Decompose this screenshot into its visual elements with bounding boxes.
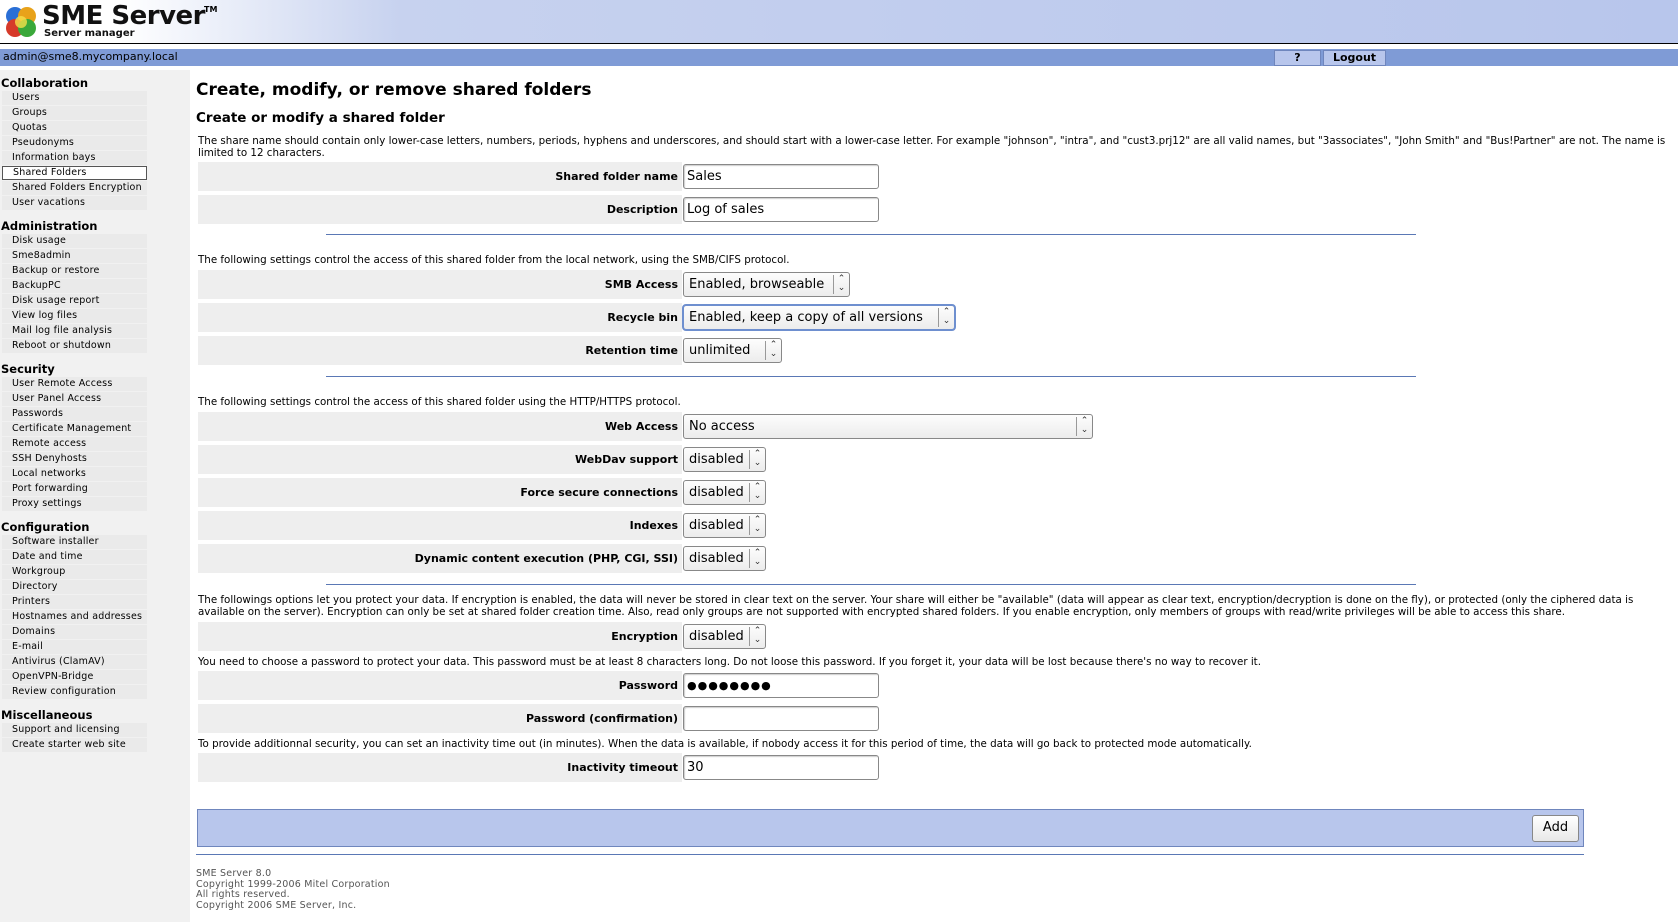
row-smb-access — [198, 270, 1583, 299]
force-secure-select[interactable] — [683, 480, 766, 505]
sidebar-item-user-vacations[interactable]: User vacations — [2, 196, 147, 210]
smb-access-value: Enabled, browseable — [689, 277, 825, 292]
sidebar-item-user-remote-access[interactable]: User Remote Access — [2, 377, 147, 391]
web-access-value: No access — [689, 419, 755, 434]
sidebar-nav — [0, 70, 191, 922]
select-arrows-icon: ⌃ ⌄ — [833, 275, 849, 294]
smb-help: The following settings control the access of this shared folder from the local network, using the SMB/CIFS protocol. — [198, 254, 790, 266]
sidebar-item-certificate-management[interactable]: Certificate Management — [2, 422, 147, 436]
sidebar-item-printers[interactable]: Printers — [2, 595, 147, 609]
footer-copyright-mitel: Copyright 1999-2006 Mitel Corporation — [196, 878, 390, 890]
sidebar-item-port-forwarding[interactable]: Port forwarding — [2, 482, 147, 496]
inactivity-timeout-label: Inactivity timeout — [567, 761, 678, 774]
sidebar-item-disk-usage[interactable]: Disk usage — [2, 234, 147, 248]
retention-time-label: Retention time — [585, 344, 678, 357]
sidebar-item-quotas[interactable]: Quotas — [2, 121, 147, 135]
sidebar-item-ssh-denyhosts[interactable]: SSH Denyhosts — [2, 452, 147, 466]
inactivity-help: To provide additionnal security, you can set an inactivity time out (in minutes). When the data is available, if nobody access it for this period of time, the data will go back to protected mode automatically. — [198, 738, 1252, 750]
select-arrows-icon: ⌃ ⌄ — [1076, 417, 1092, 436]
sidebar-item-openvpn-bridge[interactable]: OpenVPN-Bridge — [2, 670, 147, 684]
dynamic-content-value: disabled — [689, 551, 744, 566]
password-confirmation-label: Password (confirmation) — [526, 712, 678, 725]
action-bar — [197, 809, 1584, 847]
nav-category-security: Security — [1, 362, 55, 376]
sidebar-item-domains[interactable]: Domains — [2, 625, 147, 639]
add-button[interactable]: Add — [1532, 815, 1579, 842]
app-header — [0, 0, 1678, 44]
retention-time-value: unlimited — [689, 343, 751, 358]
webdav-value: disabled — [689, 452, 744, 467]
nav-category-collaboration: Collaboration — [1, 76, 89, 90]
footer-copyright-sme: Copyright 2006 SME Server, Inc. — [196, 899, 357, 911]
encryption-label: Encryption — [611, 630, 678, 643]
sidebar-item-backuppc[interactable]: BackupPC — [2, 279, 147, 293]
description-input[interactable]: Log of sales — [683, 197, 879, 222]
nav-category-configuration: Configuration — [1, 520, 90, 534]
password-input[interactable]: ●●●●●●●● — [683, 673, 879, 698]
sidebar-item-remote-access[interactable]: Remote access — [2, 437, 147, 451]
current-user: admin@sme8.mycompany.local — [3, 50, 178, 63]
select-arrows-icon: ⌃ ⌄ — [749, 516, 765, 535]
row-description — [198, 195, 1583, 224]
indexes-value: disabled — [689, 518, 744, 533]
user-bar — [0, 49, 1678, 66]
dynamic-content-select[interactable] — [683, 546, 766, 571]
nav-category-miscellaneous: Miscellaneous — [1, 708, 93, 722]
app-subtitle: Server manager — [44, 28, 135, 39]
sidebar-item-software-installer[interactable]: Software installer — [2, 535, 147, 549]
row-dynamic-content — [198, 544, 1583, 573]
sidebar-item-directory[interactable]: Directory — [2, 580, 147, 594]
sidebar-item-email[interactable]: E-mail — [2, 640, 147, 654]
row-recycle-bin — [198, 303, 1583, 332]
sme-logo-icon — [3, 4, 39, 40]
row-password — [198, 671, 1583, 700]
sidebar-item-create-starter-web-site[interactable]: Create starter web site — [2, 738, 147, 752]
sidebar-item-shared-folders[interactable]: Shared Folders — [2, 166, 147, 180]
smb-access-label: SMB Access — [604, 278, 678, 291]
recycle-bin-select[interactable] — [683, 305, 955, 330]
sidebar-item-reboot-or-shutdown[interactable]: Reboot or shutdown — [2, 339, 147, 353]
row-indexes — [198, 511, 1583, 540]
shared-folder-name-label: Shared folder name — [555, 170, 678, 183]
section-title: Create or modify a shared folder — [196, 110, 445, 126]
sidebar-item-sme8admin[interactable]: Sme8admin — [2, 249, 147, 263]
footer-divider — [196, 854, 1584, 855]
sidebar-item-users[interactable]: Users — [2, 91, 147, 105]
recycle-bin-label: Recycle bin — [607, 311, 678, 324]
row-web-access — [198, 412, 1583, 441]
select-arrows-icon: ⌃ ⌄ — [749, 483, 765, 502]
retention-time-select[interactable] — [683, 338, 782, 363]
sidebar-item-disk-usage-report[interactable]: Disk usage report — [2, 294, 147, 308]
sidebar-item-workgroup[interactable]: Workgroup — [2, 565, 147, 579]
encryption-select[interactable] — [683, 624, 766, 649]
password-help: You need to choose a password to protect your data. This password must be at least 8 characters long. Do not loose this password. If you forget it, your data will be lost because there's no way to recover it. — [198, 656, 1261, 668]
share-name-help: The share name should contain only lower-case letters, numbers, periods, hyphens and underscores, and should start with a lower-case letter. For example "johnson", "intra", and "cust3.prj12" are all valid names, but "3associates", "John Smith" and "Bus!Partner" are not. The name is limited to 12 characters. — [198, 135, 1666, 159]
sidebar-item-information-bays[interactable]: Information bays — [2, 151, 147, 165]
select-arrows-icon: ⌃ ⌄ — [938, 308, 954, 327]
sidebar-item-passwords[interactable]: Passwords — [2, 407, 147, 421]
force-secure-value: disabled — [689, 485, 744, 500]
shared-folder-name-input[interactable]: Sales — [683, 164, 879, 189]
web-access-label: Web Access — [604, 420, 678, 433]
row-inactivity-timeout — [198, 753, 1583, 782]
indexes-label: Indexes — [629, 519, 678, 532]
webdav-label: WebDav support — [575, 453, 678, 466]
password-label: Password — [618, 679, 678, 692]
select-arrows-icon: ⌃ ⌄ — [749, 627, 765, 646]
sidebar-item-mail-log-file-analysis[interactable]: Mail log file analysis — [2, 324, 147, 338]
inactivity-timeout-input[interactable]: 30 — [683, 755, 879, 780]
sidebar-item-pseudonyms[interactable]: Pseudonyms — [2, 136, 147, 150]
description-label: Description — [606, 203, 678, 216]
row-force-secure — [198, 478, 1583, 507]
dynamic-content-label: Dynamic content execution (PHP, CGI, SSI) — [414, 552, 678, 565]
app-title: SME Server — [42, 1, 205, 31]
row-encryption — [198, 622, 1583, 651]
sidebar-item-hostnames-and-addresses[interactable]: Hostnames and addresses — [2, 610, 147, 624]
encryption-value: disabled — [689, 629, 744, 644]
recycle-bin-value: Enabled, keep a copy of all versions — [689, 310, 923, 325]
select-arrows-icon: ⌃ ⌄ — [765, 341, 781, 360]
row-password-confirmation — [198, 704, 1583, 733]
sidebar-item-proxy-settings[interactable]: Proxy settings — [2, 497, 147, 511]
section-divider — [326, 234, 1416, 235]
page-title: Create, modify, or remove shared folders — [196, 80, 592, 100]
trademark: TM — [204, 5, 218, 14]
main-content — [190, 66, 1678, 922]
sidebar-item-date-and-time[interactable]: Date and time — [2, 550, 147, 564]
force-secure-label: Force secure connections — [520, 486, 678, 499]
section-divider — [326, 376, 1416, 377]
web-access-select[interactable] — [683, 414, 1093, 439]
indexes-select[interactable] — [683, 513, 766, 538]
sidebar-item-local-networks[interactable]: Local networks — [2, 467, 147, 481]
password-confirmation-input[interactable] — [683, 706, 879, 731]
sidebar-item-user-panel-access[interactable]: User Panel Access — [2, 392, 147, 406]
help-button[interactable]: ? — [1274, 50, 1321, 66]
logout-button[interactable]: Logout — [1323, 50, 1386, 66]
http-help: The following settings control the access of this shared folder using the HTTP/HTTPS protocol. — [198, 396, 681, 408]
sidebar-item-backup-or-restore[interactable]: Backup or restore — [2, 264, 147, 278]
encryption-help: The followings options let you protect your data. If encryption is enabled, the data will never be stored in clear text on the server. Your share will either be "available" (data will appear as clear text, encryption/decryption is done on the fly), or protected (only the ciphered data is available on the server). Encryption can only be set at shared folder creation time. Also, read only groups are not supported with encrypted shared folders. If you enable encryption, only members of groups with read/write privileges will be able to access this share. — [198, 594, 1634, 618]
sidebar-item-review-configuration[interactable]: Review configuration — [2, 685, 147, 699]
nav-category-administration: Administration — [1, 219, 98, 233]
sidebar-item-groups[interactable]: Groups — [2, 106, 147, 120]
row-shared-folder-name — [198, 162, 1583, 191]
sidebar-item-support-and-licensing[interactable]: Support and licensing — [2, 723, 147, 737]
row-webdav — [198, 445, 1583, 474]
footer — [196, 869, 390, 911]
webdav-select[interactable] — [683, 447, 766, 472]
row-retention-time — [198, 336, 1583, 365]
sidebar-item-antivirus[interactable]: Antivirus (ClamAV) — [2, 655, 147, 669]
select-arrows-icon: ⌃ ⌄ — [749, 549, 765, 568]
smb-access-select[interactable] — [683, 272, 850, 297]
footer-rights: All rights reserved. — [196, 889, 290, 901]
section-divider — [326, 584, 1416, 585]
sidebar-item-shared-folders-encryption[interactable]: Shared Folders Encryption — [2, 181, 147, 195]
sidebar-item-view-log-files[interactable]: View log files — [2, 309, 147, 323]
footer-version: SME Server 8.0 — [196, 868, 272, 879]
select-arrows-icon: ⌃ ⌄ — [749, 450, 765, 469]
